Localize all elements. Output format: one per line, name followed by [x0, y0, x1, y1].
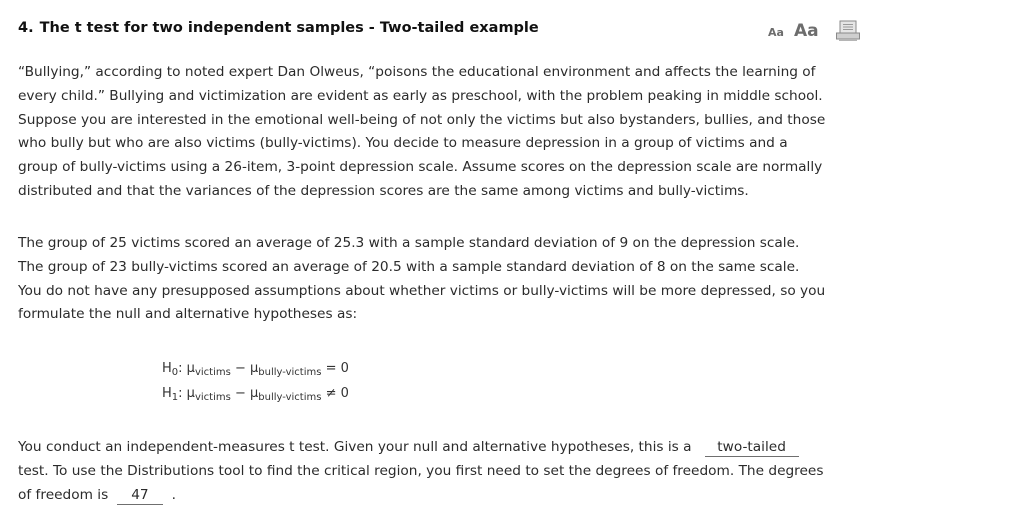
paragraph-line: Suppose you are interested in the emotional well-being of not only the victims but also bystanders, bullies, and those [18, 111, 826, 128]
minus-sign: − [230, 386, 250, 401]
paragraph-line [18, 436, 878, 460]
period: . [171, 486, 176, 503]
question-number: 4. [18, 20, 34, 36]
h0-subscript: 0 [171, 367, 179, 378]
paragraph-line: formulate the null and alternative hypotheses as: [18, 306, 358, 323]
minus-sign: − [230, 361, 250, 376]
h1-label: H [162, 386, 172, 401]
h0-label: H [162, 361, 172, 376]
victims-subscript: victims [194, 392, 231, 403]
decrease-font-button[interactable]: Aa [768, 26, 784, 39]
paragraph-text: You conduct an independent-measures t test. Given your null and alternative hypotheses, this is a [18, 439, 692, 455]
paragraph-line: every child.” Bullying and victimization are evident as early as preschool, with the problem peaking in middle school. [18, 87, 823, 104]
question-title [18, 20, 539, 36]
null-hypothesis: $H_0$: $\mu_{victims} - \mu_{bully-victims} = 0$ [162, 361, 349, 378]
question-title-text: The t test for two independent samples - Two-tailed example [39, 20, 539, 36]
mu-symbol: μ [249, 386, 259, 401]
paragraph-line: who bully but who are also victims (bully-victims). You decide to measure depression in a group of victims and a [18, 135, 788, 152]
mu-symbol: μ [249, 361, 259, 376]
problem-paragraph-3 [18, 436, 878, 507]
bully-subscript: bully-victims [258, 367, 322, 378]
paragraph-line: The group of 23 bully-victims scored an average of 20.5 with a sample standard deviation of 8 on the same scale. [18, 258, 800, 275]
alternative-hypothesis: $H_1$: $\mu_{victims} - \mu_{bully-victims} \ne 0$ [162, 386, 349, 403]
degrees-of-freedom-input[interactable]: 47 [117, 486, 163, 505]
bully-subscript: bully-victims [258, 392, 322, 403]
paragraph-text: of freedom is [18, 486, 109, 503]
tails-answer-dropdown[interactable]: two-tailed [705, 438, 799, 457]
paragraph-line [18, 484, 878, 508]
paragraph-line: “Bullying,” according to noted expert Dan Olweus, “poisons the educational environment and affects the learning of [18, 64, 816, 80]
increase-font-button[interactable]: Aa [793, 21, 819, 41]
h1-relation: ≠ 0 [321, 386, 349, 401]
mu-symbol: μ [186, 386, 195, 401]
paragraph-line: The group of 25 victims scored an average of 25.3 with a sample standard deviation of 9 on the depression scale. [18, 235, 800, 251]
print-icon[interactable] [835, 20, 861, 42]
h0-relation: = 0 [321, 361, 349, 376]
victims-subscript: victims [194, 367, 231, 378]
paragraph-line: test. To use the Distributions tool to find the critical region, you first need to set the degrees of freedom. The degrees [18, 462, 824, 479]
mu-symbol: μ [186, 361, 195, 376]
paragraph-line: distributed and that the variances of the depression scores are the same among victims and bully-victims. [18, 182, 749, 199]
problem-paragraph-1 [18, 61, 878, 204]
paragraph-line: You do not have any presupposed assumptions about whether victims or bully-victims will be more depressed, so you [18, 282, 826, 299]
problem-paragraph-2 [18, 232, 878, 327]
paragraph-line: group of bully-victims using a 26-item, 3-point depression scale. Assume scores on the depression scale are normally [18, 159, 823, 176]
h1-subscript: 1 [171, 392, 179, 403]
text-tools [768, 20, 861, 42]
